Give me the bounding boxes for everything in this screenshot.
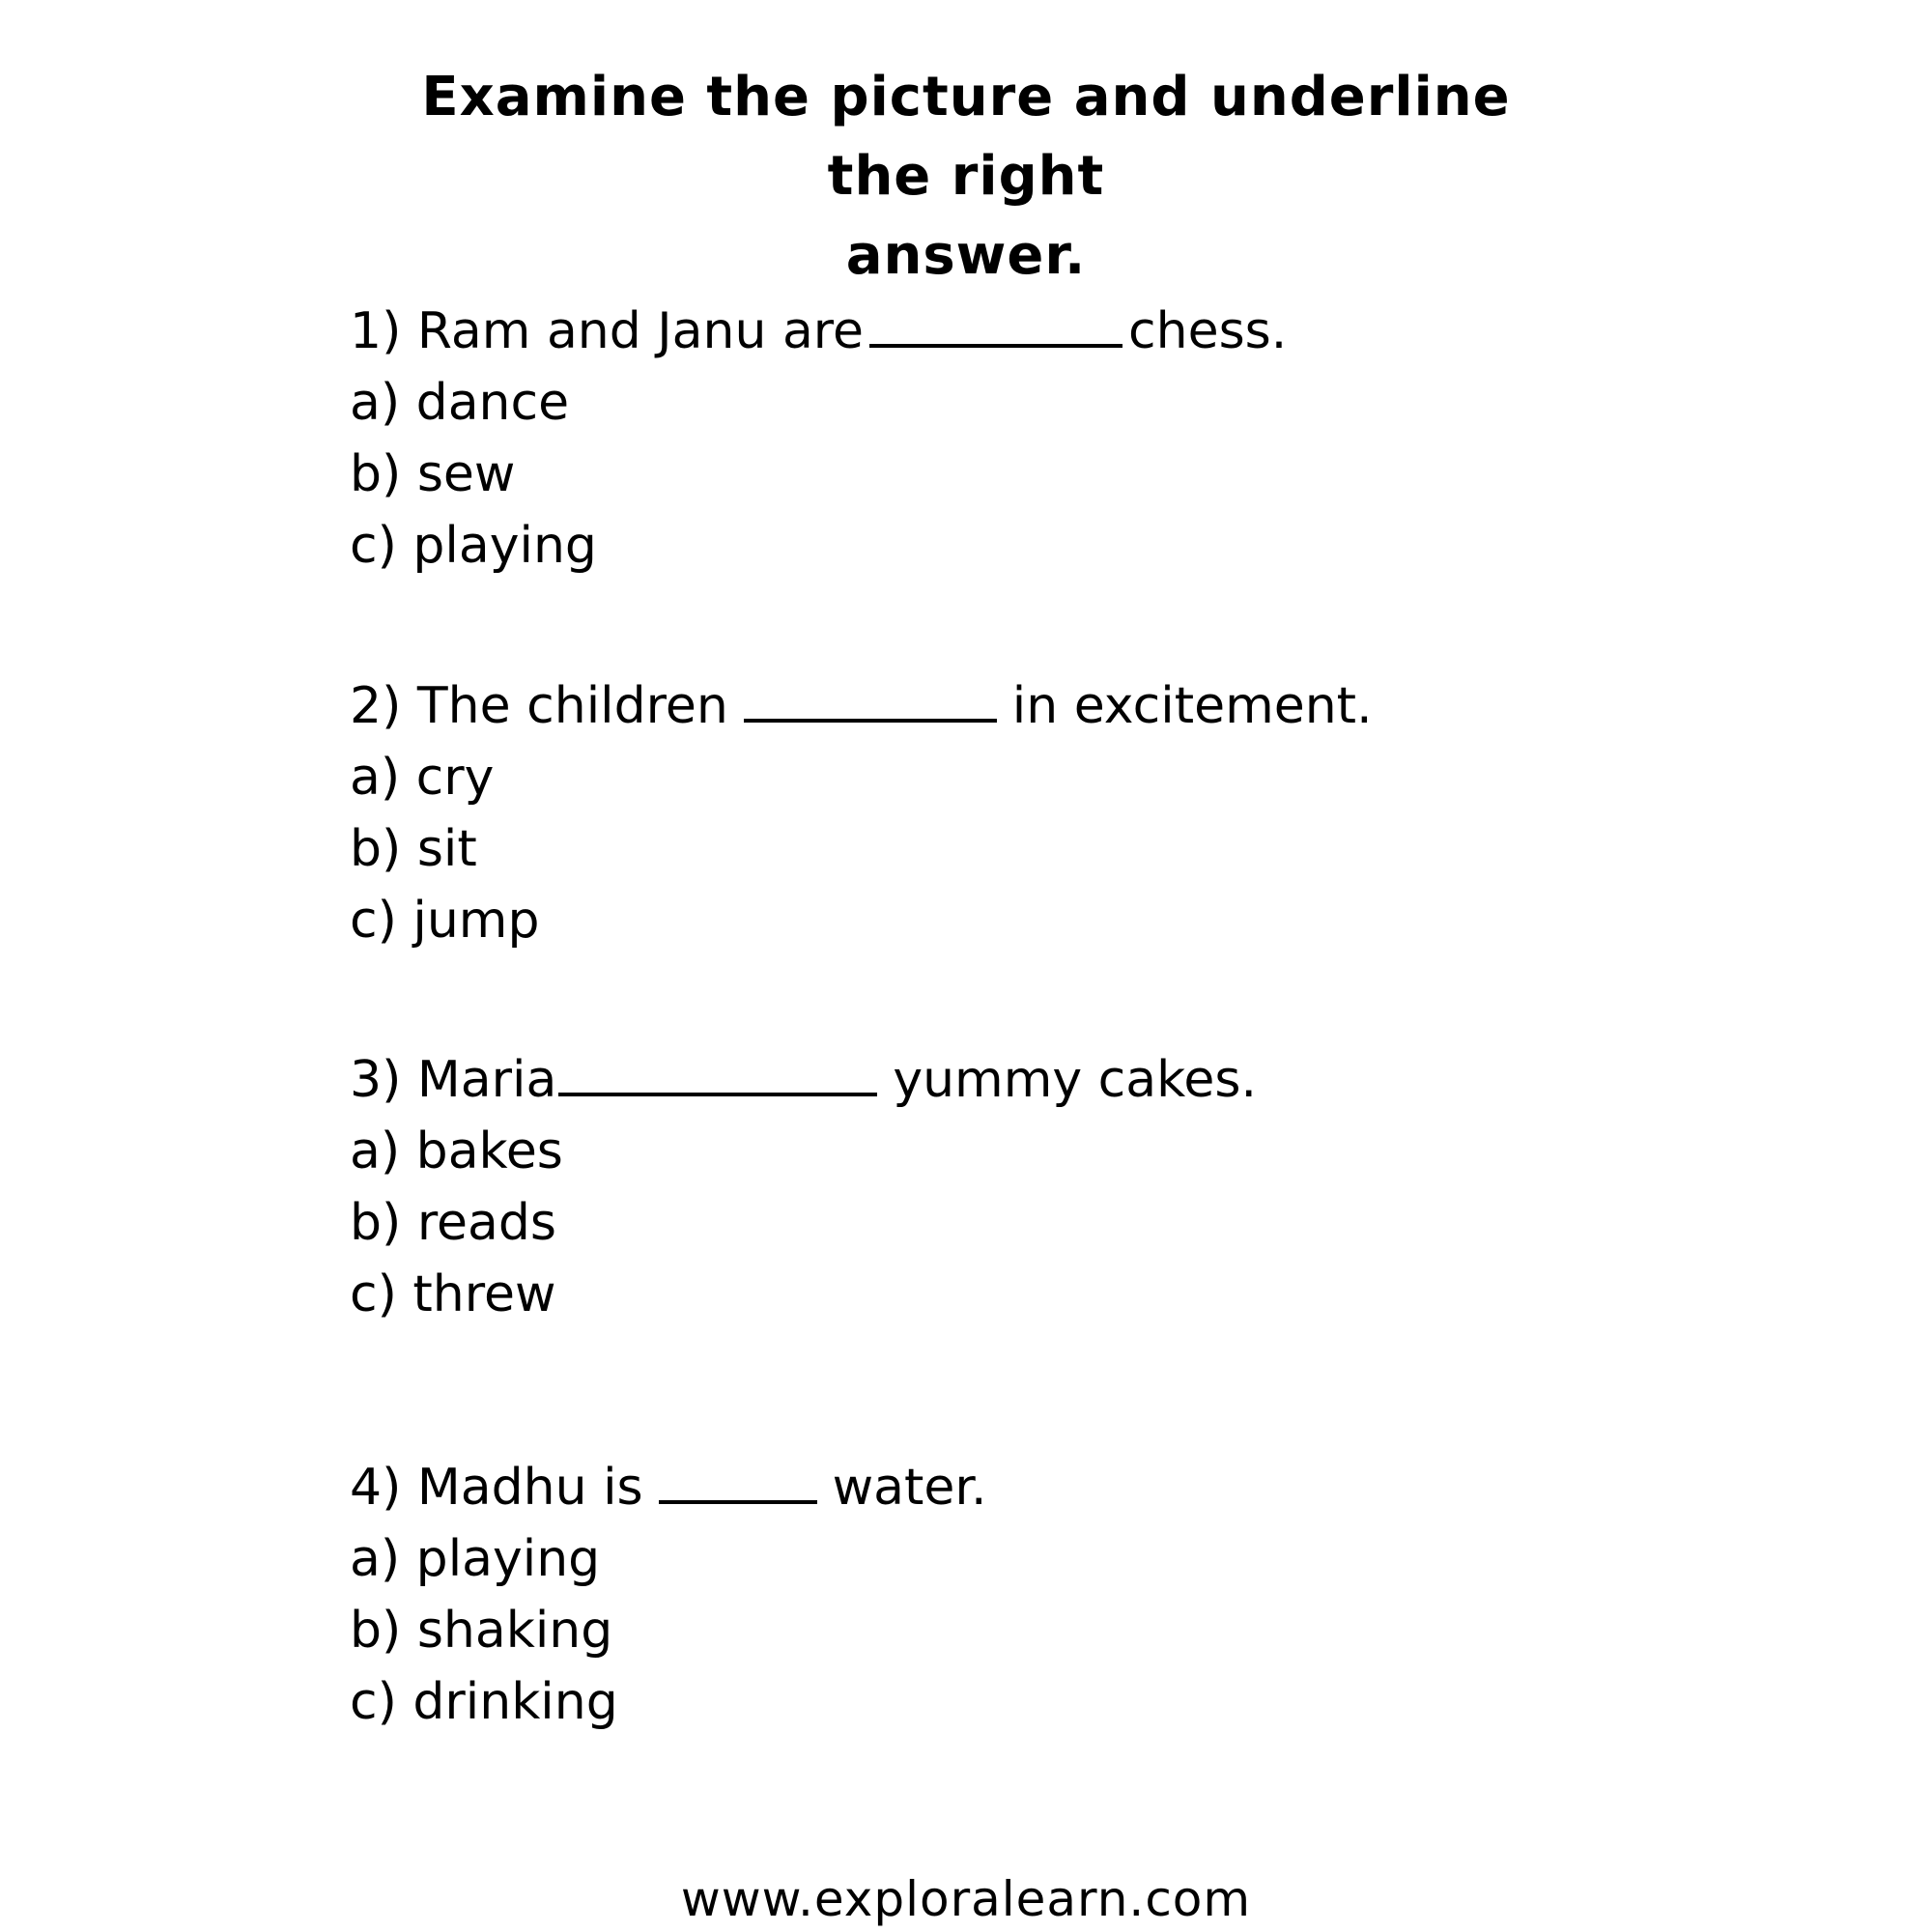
question-2 (350, 670, 1605, 956)
question-1-text-before: 1) Ram and Janu are (350, 302, 865, 360)
question-2-option-b[interactable]: b) sit (350, 820, 477, 878)
worksheet-title (367, 58, 1565, 296)
question-3-stem (350, 1044, 1605, 1116)
question-2-text-before: 2) The children (350, 677, 728, 735)
question-1-option-c[interactable]: c) playing (350, 517, 597, 575)
question-2-stem (350, 670, 1605, 742)
question-2-option-a[interactable]: a) cry (350, 749, 495, 807)
question-3-blank (558, 1044, 877, 1096)
question-4-option-b[interactable]: b) shaking (350, 1602, 613, 1660)
question-1-stem (350, 296, 1605, 367)
title-line-2: answer. (845, 224, 1087, 287)
question-3 (350, 1044, 1605, 1330)
question-4-text-before: 4) Madhu is (350, 1459, 643, 1517)
question-3-text-before: 3) Maria (350, 1051, 557, 1109)
question-3-option-c[interactable]: c) threw (350, 1265, 556, 1323)
title-line-1: Examine the picture and underline the right (421, 66, 1511, 208)
question-4 (350, 1452, 1605, 1738)
question-3-option-b[interactable]: b) reads (350, 1194, 557, 1252)
question-1-text-after: chess. (1128, 302, 1288, 360)
question-1-option-b[interactable]: b) sew (350, 445, 516, 503)
question-2-blank (744, 670, 997, 723)
question-4-text-after: water. (832, 1459, 987, 1517)
question-1-option-a[interactable]: a) dance (350, 374, 570, 432)
question-1 (350, 296, 1605, 582)
question-1-blank (869, 296, 1122, 348)
question-3-option-a[interactable]: a) bakes (350, 1122, 563, 1180)
question-4-option-c[interactable]: c) drinking (350, 1673, 618, 1731)
question-4-stem (350, 1452, 1605, 1523)
question-4-option-a[interactable]: a) playing (350, 1530, 601, 1588)
question-2-option-c[interactable]: c) jump (350, 892, 540, 950)
question-4-blank (659, 1452, 817, 1504)
footer-website: www.exploralearn.com (680, 1871, 1252, 1927)
question-3-text-after: yummy cakes. (893, 1051, 1257, 1109)
question-2-text-after: in excitement. (1011, 677, 1373, 735)
